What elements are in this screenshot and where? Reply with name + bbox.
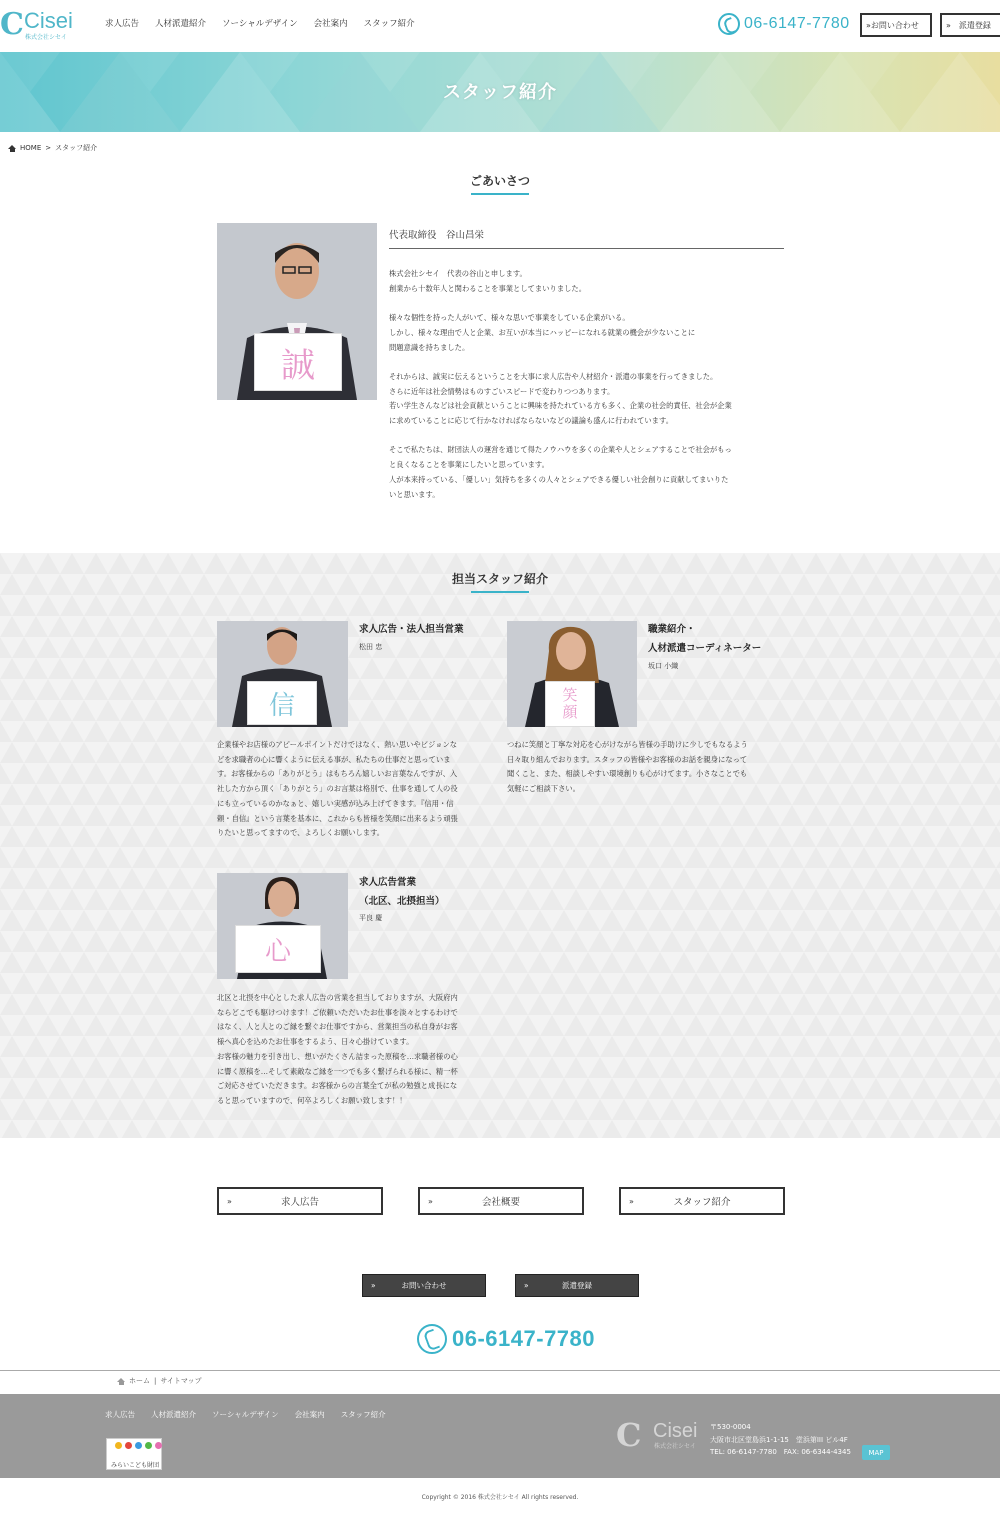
contact-button-label: お問い合わせ [401, 1281, 447, 1290]
postal-code: 〒530-0004 [710, 1423, 751, 1431]
staff-description: 企業様やお店様のアピールポイントだけではなく、熱い思いやビジョンな どを求職者の心に響くように伝える事が、私たちの仕事だと思っていま す。お客様からの「ありがとう」はもちろん嬉しいお言葉なんですが、入 社した方から頂く「ありがとう」のお言葉は格別で、仕事を通して人の役 にも立っているのかなぁと、嬉しい実感が込み上げてきます。『信用・信 頼・自信』という言葉を基本に、これからも皆様を笑顔に出来るよう頑張 りたいと思ってますので、よろしくお願いします。 [217, 740, 458, 838]
nav-item-social-design[interactable]: ソーシャルデザイン [222, 19, 298, 29]
phone-icon [417, 1324, 447, 1354]
site-header [0, 0, 1000, 52]
staff-photo-matsuda [217, 621, 348, 727]
staff-role: 求人広告・法人担当営業 [359, 624, 464, 635]
footer-nav-company[interactable]: 会社案内 [294, 1410, 325, 1419]
staff-sign-text: 笑顔 [562, 686, 578, 721]
home-icon [117, 1378, 125, 1385]
staff-description: つねに笑顔と丁寧な対応を心がけながら皆様の手助けに少しでもなるよう 日々取り組んでおります。スタッフの皆様やお客様のお話を親身になって 聞くこと、また、相談しやすい環境創りも心がけてます。小さなことでも 気軽にご相談下さい。 [507, 740, 748, 794]
phone-icon [718, 13, 740, 35]
staff-sign-text: 心 [264, 936, 291, 967]
greeting-paragraph: そこで私たちは、財団法人の運営を通じて得たノウハウを多くの企業や人とシェアすることで社会がもっ と良くなることを事業にしたいと思っています。 人が本来持っている、「優しい」気持ちを多くの人々とシェアできる優しい社会創りに貢献してまいりた いと思います。 [389, 445, 732, 499]
staff-name: 平良 慶 [359, 914, 383, 922]
footer-logo-text: Cisei [653, 1420, 698, 1442]
footer-link-separator: | [154, 1377, 157, 1385]
staff-sign-card [545, 681, 595, 727]
home-icon [8, 145, 16, 152]
site-footer [0, 1394, 1000, 1478]
nav-item-recruit-ads[interactable]: 求人広告 [105, 19, 140, 29]
footer-nav-social-design[interactable]: ソーシャルデザイン [212, 1410, 279, 1419]
street-address: 大阪市北区堂島浜1-1-15 堂浜第III ビル4F [710, 1435, 848, 1444]
dispatch-button-label: 派遣登録 [562, 1281, 592, 1290]
greeting-paragraph: 株式会社シセイ 代表の谷山と申します。 創業から十数年人と関わることを事業としてまいりました。 [389, 269, 587, 293]
breadcrumb-separator: > [45, 144, 52, 152]
dispatch-register-button[interactable]: » 派遣登録 [940, 13, 1000, 37]
link-button-company-overview[interactable] [418, 1187, 584, 1215]
logo-mark-icon: C [0, 7, 24, 42]
staff-photo-sakaguchi [507, 621, 637, 727]
link-button-recruit-ads[interactable] [217, 1187, 383, 1215]
footer-breadcrumb [117, 1376, 202, 1386]
breadcrumb-current: スタッフ紹介 [55, 144, 98, 152]
greeting-paragraph: それからは、誠実に伝えるということを大事に求人広告や人材紹介・派遣の事業を行ってきました。 さらに近年は社会情勢はものすごいスピードで変わりつつあります。 若い学生さんなどは社会貢献ということに興味を持たれている方も多く、企業の社会的責任、社会が企業 に求めていることに応じて行かなければならないなどの議論も盛んに行われています。 [389, 371, 732, 425]
logo-subtext: 株式会社シセイ [25, 34, 67, 41]
nav-item-staff[interactable]: スタッフ紹介 [363, 19, 415, 29]
ceo-name: 代表取締役 谷山昌栄 [389, 230, 485, 241]
staff-heading: 担当スタッフ紹介 [0, 570, 1000, 587]
footer-dispatch-button[interactable] [515, 1274, 639, 1297]
staff-name: 松田 忠 [359, 643, 383, 651]
footer-logo [616, 1416, 706, 1452]
greeting-paragraph: 様々な個性を持った人がいて、様々な思いで事業をしている企業がいる。 しかし、様々な理由で人と企業、お互いが本当にハッピーになれる就業の機会が少ないことに 問題意識を持ちました。 [389, 313, 696, 352]
page-title: スタッフ紹介 [443, 82, 557, 103]
staff-sign-text: 信 [268, 690, 295, 721]
site-logo[interactable] [0, 8, 80, 44]
map-button[interactable]: MAP [862, 1445, 890, 1460]
footer-home-link[interactable]: ホーム [129, 1377, 150, 1385]
arrow-icon: » [371, 1281, 376, 1290]
page-hero-banner [0, 52, 1000, 132]
footer-nav [105, 1409, 386, 1420]
staff-photo-taira [217, 873, 348, 979]
contact-button[interactable]: »お問い合わせ [860, 13, 932, 37]
sitemap-link[interactable]: サイトマップ [160, 1377, 202, 1385]
company-address [710, 1421, 851, 1459]
footer-nav-staff[interactable]: スタッフ紹介 [340, 1410, 386, 1419]
global-nav [105, 17, 415, 29]
staff-description: 北区と北摂を中心とした求人広告の営業を担当しておりますが、大阪府内 ならどこでも駆けつけます！ご依頼いただいたお仕事を淡々とするわけで はなく、人と人とのご縁を繋ぐお仕事ですから、営業担当の私自身がお客 様へ真心を込めたお仕事をするよう、日々心掛けています。 お客様の魅力を引き出し、想いがたくさん詰まった原稿を…求職者様の心 に響く原稿を…そして素敵なご縁を一つでも多く繋げられる様に、精一杯 ご対応させていただきます。お客様からの言葉全てが私の勉強と成長にな ると思っていますので、何卒よろしくお願い致します！！ [217, 993, 458, 1105]
header-phone[interactable] [718, 11, 850, 37]
footer-contact-button[interactable] [362, 1274, 486, 1297]
foundation-logo-icon [115, 1442, 162, 1449]
staff-sign-card [235, 925, 321, 973]
link-button-label: スタッフ紹介 [673, 1197, 731, 1208]
footer-phone[interactable] [417, 1324, 595, 1354]
breadcrumb [8, 143, 97, 153]
nav-item-company[interactable]: 会社案内 [313, 19, 348, 29]
footer-logo-subtext: 株式会社シセイ [654, 1443, 696, 1450]
footer-divider [0, 1370, 1000, 1371]
footer-nav-staffing[interactable]: 人材派遣紹介 [151, 1410, 196, 1419]
arrow-icon: » [227, 1196, 232, 1206]
staff-role: 職業紹介・ 人材派遣コーディネーター [648, 624, 762, 654]
copyright: Copyright © 2016 株式会社シセイ All rights reserved. [421, 1494, 579, 1501]
foundation-badge[interactable] [106, 1438, 162, 1470]
ceo-name-divider [389, 248, 784, 249]
tel-fax: TEL: 06-6147-7780 FAX: 06-6344-4345 [710, 1448, 851, 1456]
header-phone-number: 06-6147-7780 [744, 15, 850, 32]
ceo-sign-text: 誠 [281, 345, 315, 386]
link-button-label: 会社概要 [481, 1197, 520, 1208]
greeting-heading: ごあいさつ [0, 172, 1000, 189]
staff-pattern [0, 553, 1000, 1138]
arrow-icon: » [524, 1281, 529, 1290]
arrow-icon: » [428, 1196, 433, 1206]
arrow-icon: » [629, 1196, 634, 1206]
logo-text: Cisei [24, 8, 73, 33]
foundation-badge-text: みらいこども財団 [110, 1462, 159, 1469]
footer-nav-recruit-ads[interactable]: 求人広告 [105, 1410, 135, 1419]
nav-item-staffing[interactable]: 人材派遣紹介 [155, 19, 207, 29]
ceo-photo [217, 223, 377, 400]
greeting-body [389, 267, 784, 502]
link-button-staff[interactable] [619, 1187, 785, 1215]
staff-section-background [0, 553, 1000, 1138]
logo-mark-icon: C [616, 1416, 642, 1454]
footer-phone-number: 06-6147-7780 [452, 1326, 596, 1351]
staff-role: 求人広告営業 （北区、北摂担当） [359, 877, 445, 907]
staff-name: 坂口 小織 [648, 662, 679, 670]
ceo-sign-card [254, 333, 342, 391]
staff-sign-card [247, 681, 317, 725]
link-button-label: 求人広告 [280, 1197, 319, 1208]
breadcrumb-home[interactable]: HOME [20, 144, 42, 152]
